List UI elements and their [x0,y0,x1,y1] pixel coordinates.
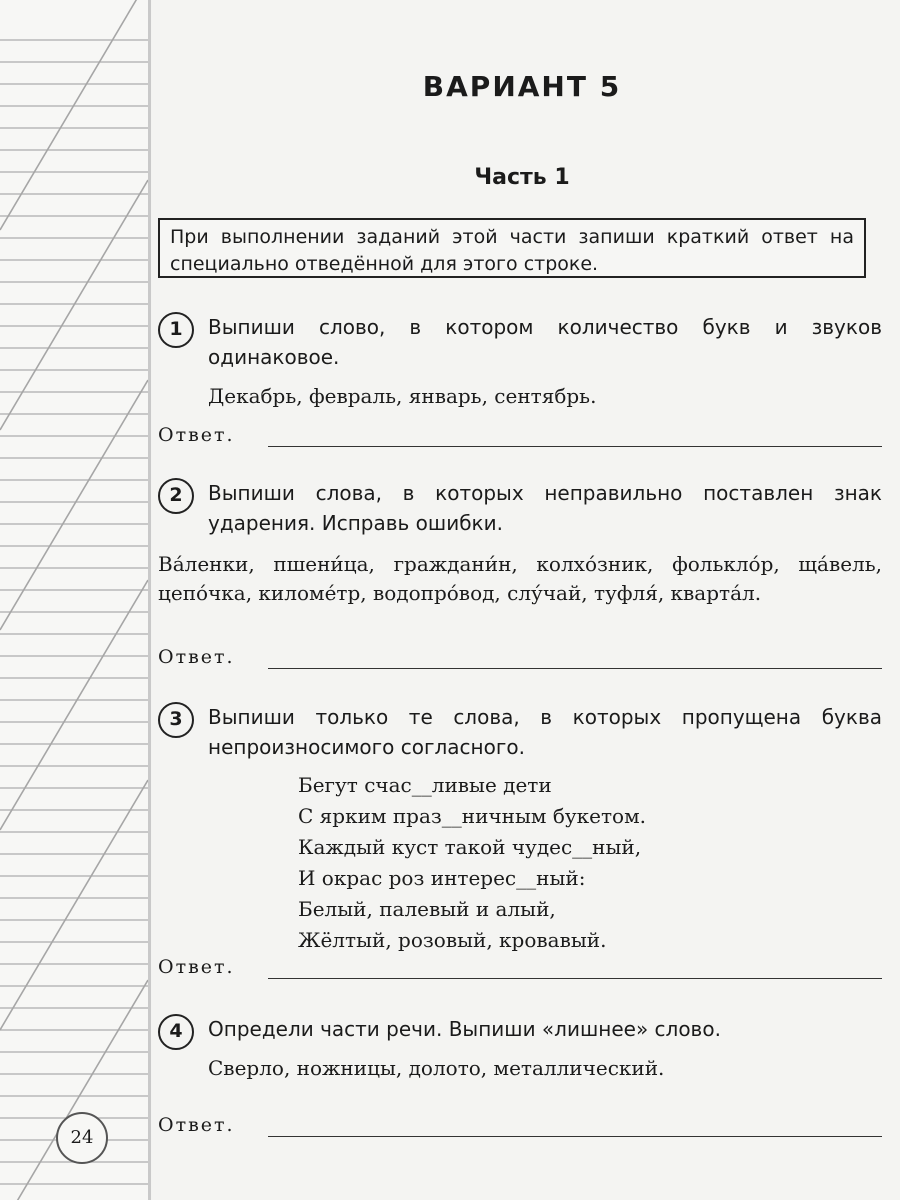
answer-label: Ответ. [158,646,235,668]
poem-line: С ярким праз__ничным букетом. [298,804,646,828]
answer-row-2 [158,646,882,676]
task-question: Выпиши только те слова, в которых пропущена буква непроизносимого согласного. [208,705,882,759]
worksheet-page [152,0,900,1200]
task-question: Определи части речи. Выпиши «лишнее» слово. [208,1017,721,1041]
answer-line[interactable] [268,446,882,447]
poem-line: Белый, палевый и алый, [298,897,556,921]
answer-row-3 [158,956,882,986]
answer-label: Ответ. [158,424,235,446]
instruction-box: При выполнении заданий этой части запиши краткий ответ на специально отведённой для этого строке. [158,218,866,278]
poem-line: И окрас роз интерес__ный: [298,866,586,890]
task-question: Выпиши слово, в котором количество букв и звуков одинаковое. [208,315,882,369]
page-margin [0,0,151,1200]
task-words: Сверло, ножницы, долото, металлический. [208,1056,665,1080]
task-number: 4 [158,1014,194,1050]
answer-line[interactable] [268,1136,882,1137]
answer-line[interactable] [268,978,882,979]
answer-row-4 [158,1114,882,1144]
answer-label: Ответ. [158,956,235,978]
task-3 [158,702,882,956]
answer-line[interactable] [268,668,882,669]
poem-line: Каждый куст такой чудес__ный, [298,835,642,859]
task-number: 1 [158,312,194,348]
poem-line: Бегут счас__ливые дети [298,773,552,797]
task-number: 2 [158,478,194,514]
task-words: Декабрь, февраль, январь, сентябрь. [208,384,597,408]
task-2 [158,478,882,608]
poem-line: Жёлтый, розовый, кровавый. [298,928,607,952]
poem [298,770,882,956]
task-number: 3 [158,702,194,738]
answer-label: Ответ. [158,1114,235,1136]
answer-row-1 [158,424,882,454]
task-1 [158,312,882,411]
margin-lines [0,0,148,1200]
page-number: 24 [56,1112,108,1164]
task-4 [158,1014,882,1083]
part-title: Часть 1 [474,165,570,190]
variant-title: ВАРИАНТ 5 [422,70,622,103]
task-words: Ва́ленки, пшени́ца, граждани́н, колхо́зник, фолькло́р, ща́вель, цепо́чка, киломе́тр, водопро́вод, слу́чай, туфля́, кварта́л. [158,552,882,605]
task-question: Выпиши слова, в которых неправильно поставлен знак ударения. Исправь ошибки. [208,481,882,535]
